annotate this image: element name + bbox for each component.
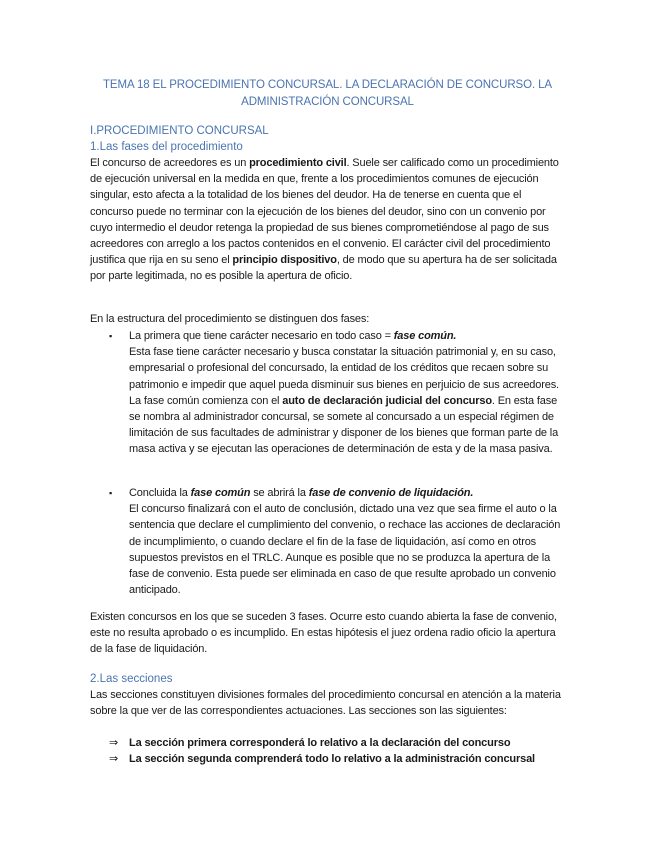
double-arrow-icon: ⇒ bbox=[109, 753, 119, 765]
subsection-heading-secciones: 2.Las secciones bbox=[90, 673, 173, 685]
title-line-1: TEMA 18 EL PROCEDIMIENTO CONCURSAL. LA DECLARACIÓN DE CONCURSO. LA bbox=[102, 79, 553, 91]
list-item-seccion-primera: ⇒ La sección primera corresponderá lo relativo a la declaración del concurso bbox=[109, 735, 569, 751]
emphasis-fase-convenio: fase de convenio de liquidación. bbox=[308, 487, 474, 499]
list-item-fase-comun: ▪ La primera que tiene carácter necesario en todo caso = fase común. Esta fase tiene carácter necesario y busca constatar la situación patrimonial y, en su caso, empresarial o profesional del concursado, la entidad de los créditos que recaen sobre su patrimonio e impedir que aquel pueda disminuir sus bienes en perjuicio de sus acreedores. La fase común comienza con el auto de declaración judicial del concurso. En esta fase se nombra al administrador concursal, se somete al concursado a un especial régimen de limitación de sus facultades de administrar y disponer de los bienes que forman parte de la masa activa y se ejecutan las operaciones de determinación de esta y de la masa pasiva. bbox=[109, 330, 559, 456]
emphasis-fase-comun: fase común. bbox=[393, 330, 457, 342]
section-heading-procedimiento: I.PROCEDIMIENTO CONCURSAL bbox=[90, 125, 269, 137]
paragraph-secciones: Las secciones constituyen divisiones formales del procedimiento concursal en atención a la materia sobre la que ver de las correspondientes actuaciones. Las secciones son las siguientes: bbox=[90, 689, 561, 718]
paragraph-tres-fases: Existen concursos en los que se suceden 3 fases. Ocurre esto cuando abierta la fase de convenio, este no resulta aprobado o es incumplido. En estas hipótesis el juez ordena radio oficio la apertura de la fase de liquidación. bbox=[90, 611, 557, 656]
bold-principio-dispositivo: principio dispositivo bbox=[232, 254, 337, 267]
bold-procedimiento-civil: procedimiento civil bbox=[249, 157, 347, 169]
list-item-seccion-segunda: ⇒ La sección segunda comprenderá todo lo relativo a la administración concursal bbox=[109, 751, 569, 767]
subsection-heading-fases: 1.Las fases del procedimiento bbox=[90, 141, 243, 153]
bold-auto-declaracion: auto de declaración judicial del concurso bbox=[282, 394, 492, 407]
paragraph-estructura: En la estructura del procedimiento se distinguen dos fases: bbox=[90, 313, 370, 325]
title-line-2: ADMINISTRACIÓN CONCURSAL bbox=[241, 96, 414, 108]
square-bullet-icon: ▪ bbox=[109, 488, 113, 498]
double-arrow-icon: ⇒ bbox=[109, 737, 119, 749]
paragraph-intro: El concurso de acreedores es un procedimiento civil. Suele ser calificado como un procedimiento de ejecución universal en la medida en que, frente a los procedimientos comunes de ejecución singular, esto afecta a la totalidad de los bienes del deudor. Ha de tenerse en cuenta que el concurso puede no terminar con la ejecución de los bienes del deudor, sino con un convenio por cuyo intermedio el deudor retenga la propiedad de sus bienes comprometiéndose al pago de sus acreedores con arreglo a los pactos contenidos en el convenio. El carácter civil del procedimiento justifica que rija en su seno el principio dispositivo, de modo que su apertura ha de ser solicitada por parte legitimada, no es posible la apertura de oficio. bbox=[90, 157, 559, 283]
document-title bbox=[90, 77, 565, 111]
list-item-fase-convenio: ▪ Concluida la fase común se abrirá la fase de convenio de liquidación. El concurso finalizará con el auto de conclusión, dictado una vez que sea firme el auto o la sentencia que declare el cumplimiento del convenio, o rechace las acciones de declaración de incumplimiento, o cuando declare el fin de la fase de liquidación, así como en otros supuestos previstos en el TRLC. Aunque es posible que no se produzca la apertura de la fase de convenio. Esta puede ser eliminada en caso de que resulte aprobado un convenio anticipado. bbox=[109, 487, 561, 597]
square-bullet-icon: ▪ bbox=[109, 331, 113, 341]
